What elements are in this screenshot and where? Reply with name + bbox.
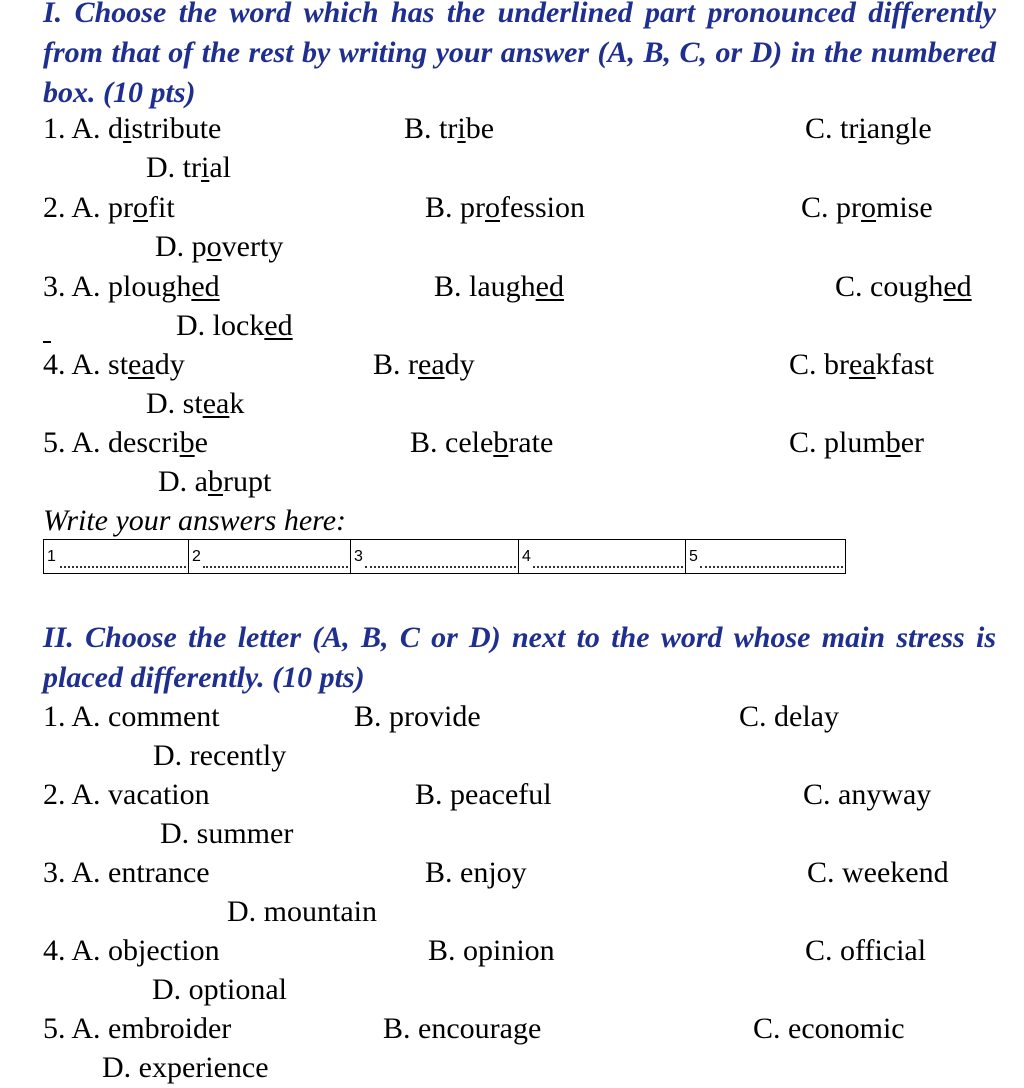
s1-q2-option-a: 2. A. profit — [43, 191, 175, 224]
s2-q5-option-d: D. experience — [102, 1051, 269, 1084]
s1-q1-option-c: C. triangle — [805, 112, 932, 145]
s2-q5-option-b: B. encourage — [383, 1012, 542, 1045]
s2-q4-option-d: D. optional — [152, 973, 287, 1006]
s1-q5-option-d: D. abrupt — [158, 465, 272, 498]
s1-q4-option-c: C. breakfast — [789, 348, 934, 381]
s2-q2-option-d: D. summer — [160, 817, 294, 850]
s2-q3-option-c: C. weekend — [807, 856, 949, 889]
answer-box-4[interactable]: 4 — [519, 540, 686, 573]
s1-q4-option-a: 4. A. steady — [43, 348, 185, 381]
s2-q5-option-c: C. economic — [753, 1012, 905, 1045]
s2-q4-option-b: B. opinion — [428, 934, 555, 967]
s2-q1-option-a: 1. A. comment — [43, 700, 220, 733]
s1-q2-option-b: B. profession — [425, 191, 585, 224]
s2-q1-option-c: C. delay — [739, 700, 839, 733]
s1-q3-option-d: D. locked — [176, 309, 293, 342]
answer-prompt: Write your answers here: — [43, 504, 347, 537]
answer-box-1[interactable]: 1 — [44, 540, 189, 573]
s2-q5-option-a: 5. A. embroider — [43, 1012, 232, 1045]
s2-q4-option-c: C. official — [805, 934, 927, 967]
s2-q4-option-a: 4. A. objection — [43, 934, 220, 967]
s2-q2-option-c: C. anyway — [803, 778, 932, 811]
s2-q1-option-d: D. recently — [153, 739, 287, 772]
s1-q4-option-d: D. steak — [146, 387, 245, 420]
s1-q3-option-a: 3. A. ploughed — [43, 270, 220, 303]
answer-box-3[interactable]: 3 — [351, 540, 519, 573]
s1-q1-option-d: D. trial — [146, 151, 231, 184]
s2-q2-option-a: 2. A. vacation — [43, 778, 210, 811]
section1-heading: I. Choose the word which has the underlined part pronounced differently from that of the rest by writing your answer (A, B, C, or D) in the numbered box. (10 pts) — [43, 0, 996, 109]
section2-heading: II. Choose the letter (A, B, C or D) next to the word whose main stress is placed differently. (10 pts) — [43, 621, 996, 694]
s1-q5-option-b: B. celebrate — [410, 426, 554, 459]
stray-dash — [43, 341, 51, 343]
s1-q5-option-a: 5. A. describe — [43, 426, 208, 459]
s1-q2-option-d: D. poverty — [155, 230, 284, 263]
answer-box-2[interactable]: 2 — [189, 540, 351, 573]
s2-q1-option-b: B. provide — [354, 700, 481, 733]
s1-q3-option-c: C. coughed — [835, 270, 972, 303]
s1-q3-option-b: B. laughed — [434, 270, 564, 303]
s2-q3-option-d: D. mountain — [227, 895, 377, 928]
s1-q1-option-a: 1. A. distribute — [43, 112, 222, 145]
s1-q2-option-c: C. promise — [801, 191, 933, 224]
s1-q4-option-b: B. ready — [373, 348, 475, 381]
s2-q3-option-b: B. enjoy — [425, 856, 527, 889]
s2-q2-option-b: B. peaceful — [415, 778, 552, 811]
s2-q3-option-a: 3. A. entrance — [43, 856, 210, 889]
s1-q5-option-c: C. plumber — [789, 426, 924, 459]
answer-grid — [43, 539, 846, 574]
s1-q1-option-b: B. tribe — [404, 112, 495, 145]
answer-box-5[interactable]: 5 — [686, 540, 845, 573]
